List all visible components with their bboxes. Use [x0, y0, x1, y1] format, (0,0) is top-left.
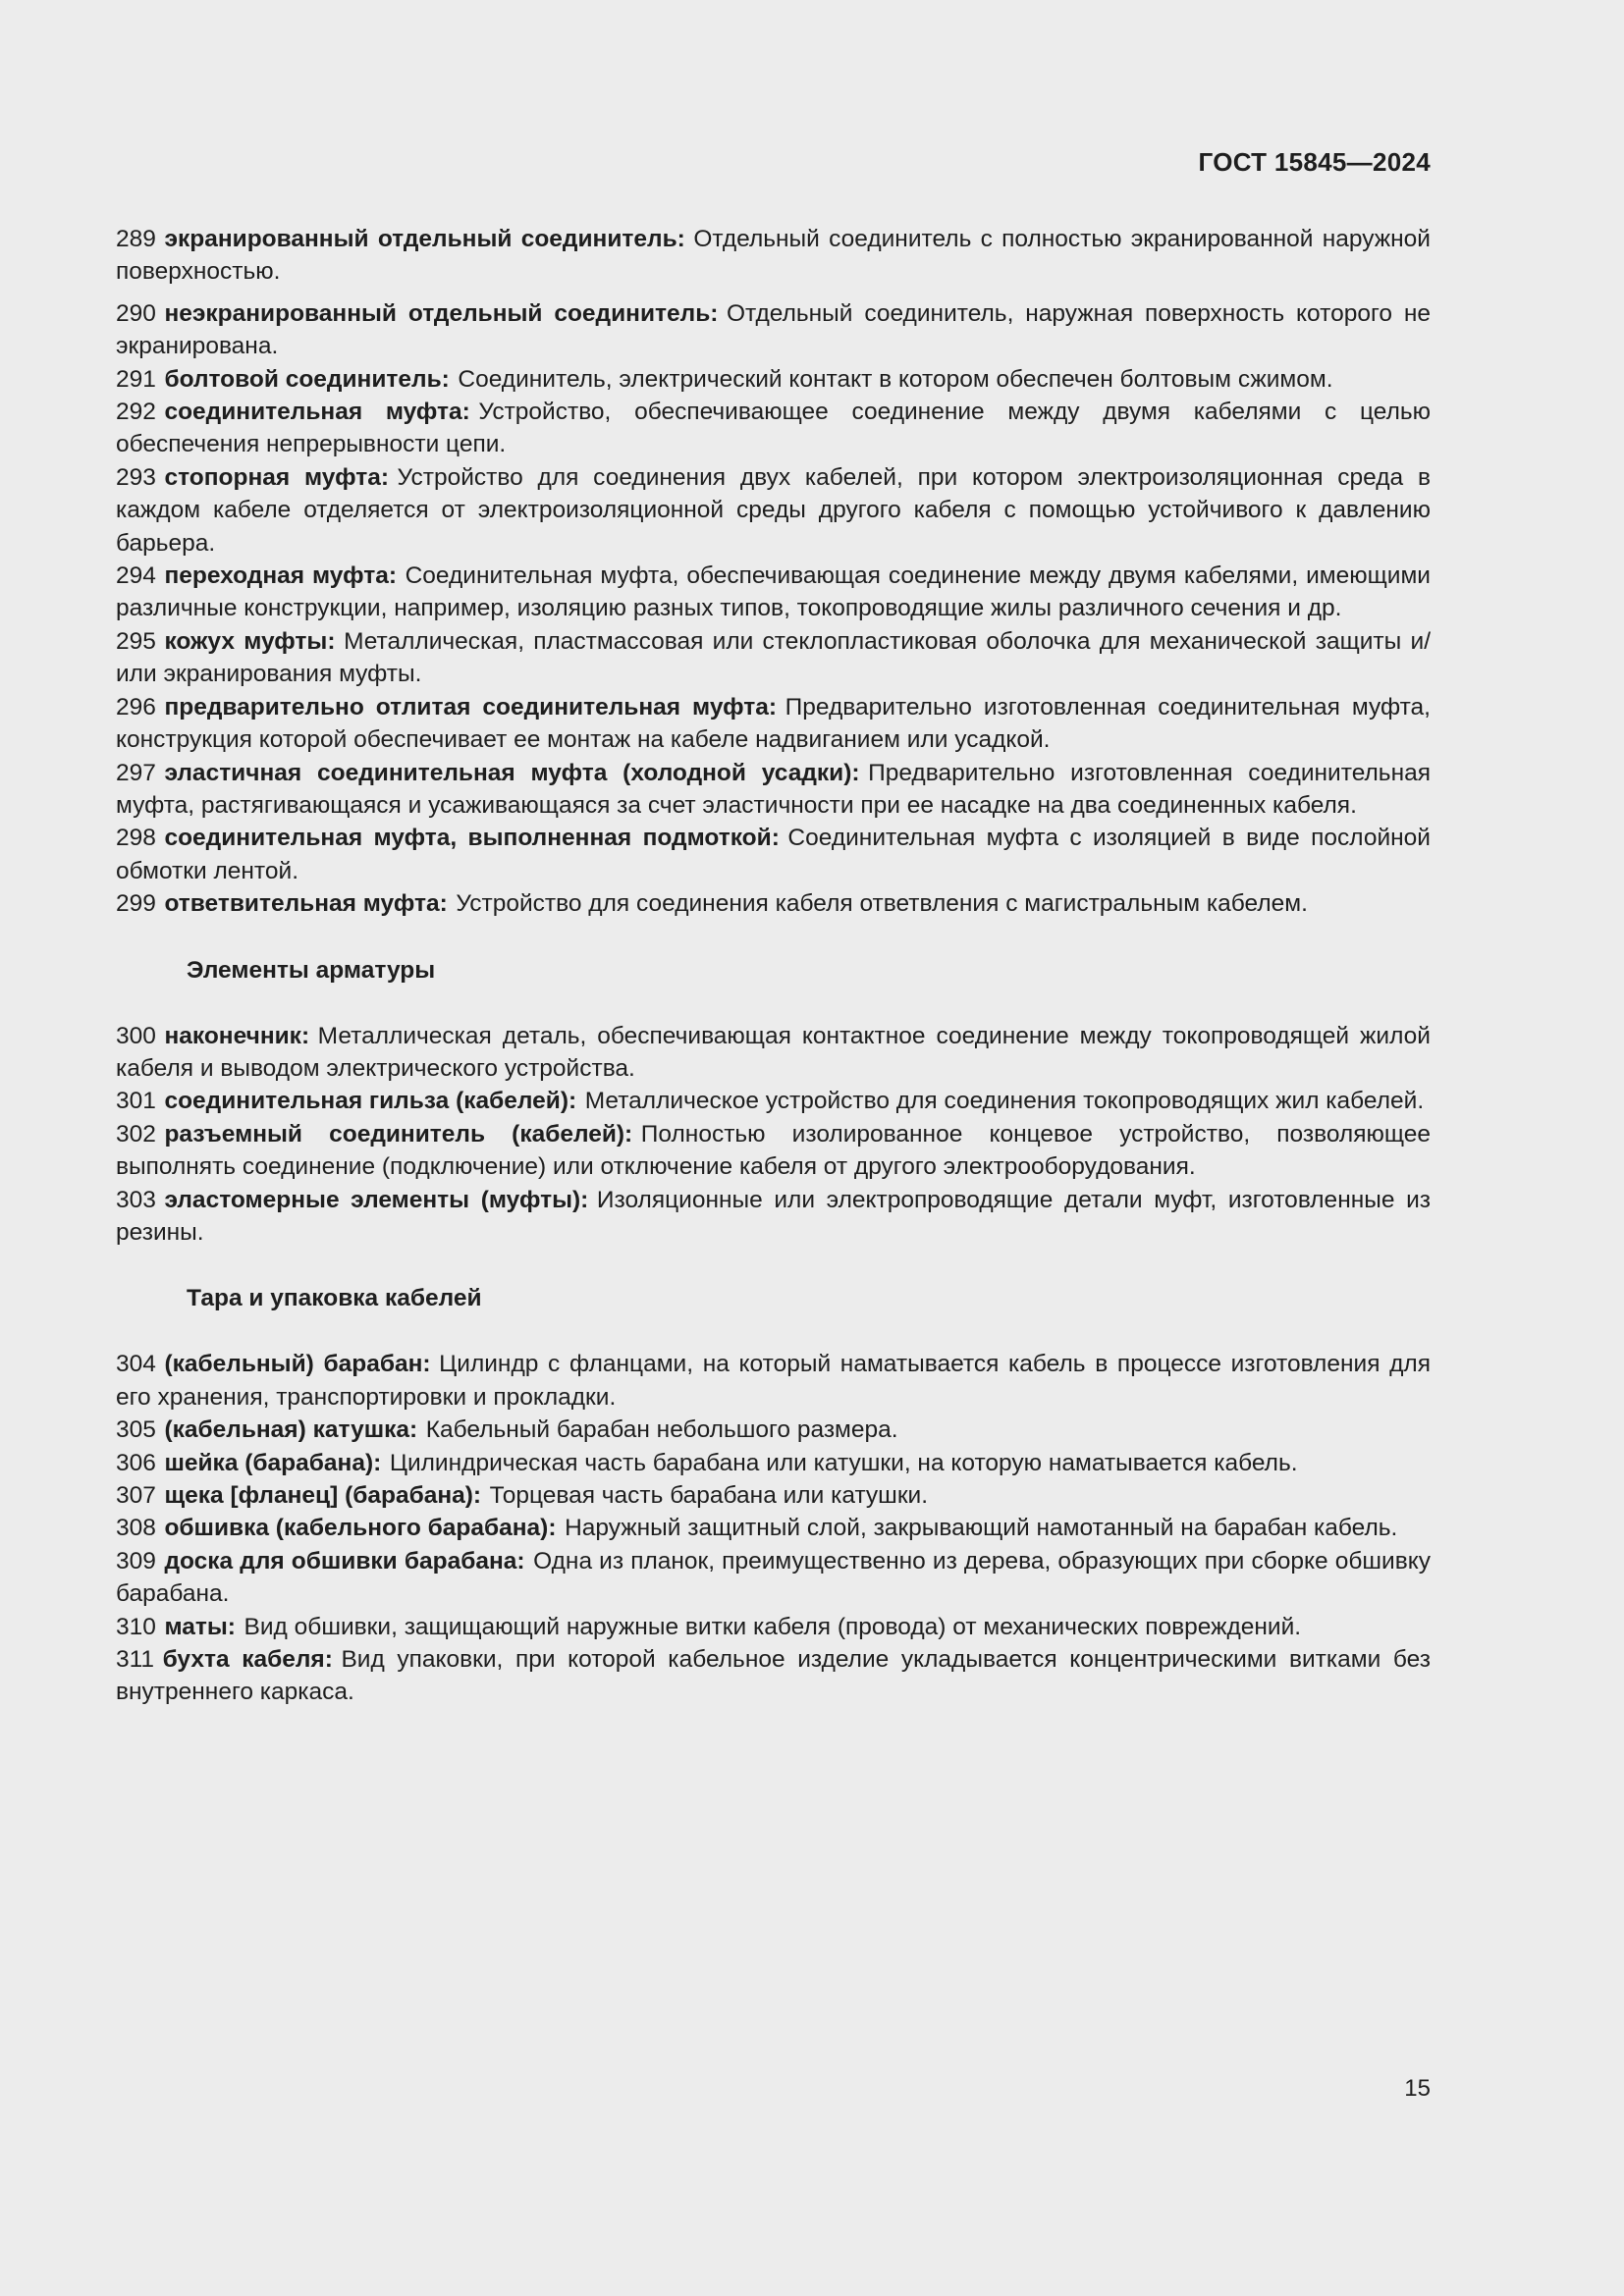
term-definition: Устройство, обеспечивающее соединение между двумя кабелями с целью обеспечения непрерывности цепи.: [116, 399, 1431, 458]
term-number: 302: [116, 1120, 156, 1148]
term-title: разъемный соединитель (кабелей):: [164, 1120, 633, 1148]
term-entry: [116, 1020, 1431, 1086]
term-definition: Соединитель, электрический контакт в котором обеспечен болтовым сжимом.: [458, 365, 1333, 393]
term-entry: [116, 1643, 1431, 1709]
term-list-packaging: [116, 1348, 1431, 1708]
term-definition: Цилиндрическая часть барабана или катушки, на которую наматывается кабель.: [389, 1449, 1298, 1476]
term-number: 307: [116, 1482, 156, 1509]
term-entry: [116, 396, 1431, 461]
term-entry: [116, 691, 1431, 757]
term-definition: Металлическая, пластмассовая или стеклопластиковая оболочка для механической защиты и/или экранирования муфты.: [116, 627, 1431, 688]
term-entry: [116, 1414, 1431, 1446]
term-entry: [116, 887, 1431, 920]
term-title: наконечник:: [164, 1022, 310, 1049]
term-entry: [116, 560, 1431, 625]
section-heading-packaging: Тара и упаковка кабелей: [187, 1285, 482, 1312]
term-definition: Торцевая часть барабана или катушки.: [489, 1482, 929, 1509]
term-title: экранированный отдельный соединитель:: [164, 226, 685, 252]
term-definition: Соединительная муфта, обеспечивающая соединение между двумя кабелями, имеющими различные конструкции, например, изоляцию разных типов, токопроводящие жилы различного сечения и др.: [116, 562, 1431, 622]
term-definition: Кабельный барабан небольшого размера.: [425, 1416, 898, 1444]
term-title: соединительная муфта:: [164, 399, 470, 426]
term-entry: [116, 1118, 1431, 1184]
term-entry: [116, 1447, 1431, 1479]
term-title: доска для обшивки барабана:: [164, 1547, 525, 1575]
term-definition: Устройство для соединения кабеля ответвления с магистральным кабелем.: [456, 890, 1308, 918]
term-definition: Металлическая деталь, обеспечивающая контактное соединение между токопроводящей жилой кабеля и выводом электрического устройства.: [116, 1022, 1431, 1082]
term-entry: [116, 1184, 1431, 1250]
term-definition: Соединительная муфта с изоляцией в виде послойной обмотки лентой.: [116, 825, 1431, 884]
term-title: неэкранированный отдельный соединитель:: [164, 299, 719, 327]
term-number: 294: [116, 562, 156, 590]
term-number: 296: [116, 693, 156, 721]
term-entry: [116, 223, 1431, 289]
term-title: кожух муфты:: [164, 627, 336, 655]
term-definition: Изоляционные или электропроводящие детали муфт, изготовленные из резины.: [116, 1186, 1432, 1246]
term-number: 304: [116, 1351, 156, 1378]
term-title: ответвительная муфта:: [164, 890, 448, 918]
term-number: 289: [116, 226, 156, 252]
term-number: 308: [116, 1515, 156, 1542]
term-entry: [116, 625, 1431, 691]
term-number: 306: [116, 1449, 156, 1476]
term-entry: [116, 1545, 1431, 1611]
term-title: болтовой соединитель:: [164, 365, 450, 393]
term-entry: [116, 1512, 1431, 1544]
term-definition: Отдельный соединитель, наружная поверхность которого не экранирована.: [116, 299, 1431, 360]
term-number: 311: [116, 1646, 155, 1674]
document-body: [116, 223, 1431, 1709]
term-number: 301: [116, 1088, 156, 1115]
term-entry: [116, 757, 1431, 823]
term-definition: Отдельный соединитель с полностью экранированной наружной поверхностью.: [116, 226, 1431, 286]
term-definition: Одна из планок, преимущественно из дерева, образующих при сборке обшивку барабана.: [116, 1547, 1431, 1608]
term-title: (кабельный) барабан:: [164, 1351, 431, 1378]
term-definition: Предварительно изготовленная соединительная муфта, растягивающаяся и усаживающаяся за счет эластичности при ее насадке на два соединенных кабеля.: [116, 759, 1431, 819]
term-definition: Предварительно изготовленная соединительная муфта, конструкция которой обеспечивает ее монтаж на кабеле надвиганием или усадкой.: [116, 693, 1431, 754]
term-number: 309: [116, 1547, 156, 1575]
term-list-fittings: [116, 1020, 1431, 1250]
term-number: 290: [116, 299, 156, 327]
term-title: бухта кабеля:: [162, 1646, 333, 1674]
term-entry: [116, 1348, 1431, 1414]
term-definition: Металлическое устройство для соединения токопроводящих жил кабелей.: [584, 1088, 1425, 1115]
term-title: щека [фланец] (барабана):: [164, 1482, 482, 1509]
term-number: 300: [116, 1022, 156, 1049]
term-entry: [116, 461, 1431, 560]
term-list-connectors: [116, 223, 1431, 921]
term-definition: Цилиндр с фланцами, на который наматывается кабель в процессе изготовления для его хранения, транспортировки и прокладки.: [116, 1351, 1431, 1411]
term-definition: Устройство для соединения двух кабелей, при котором электроизоляционная среда в каждом кабеле отделяется от электроизоляционной среды другого кабеля с помощью устойчивого к давлению барьера.: [116, 463, 1431, 557]
term-title: обшивка (кабельного барабана):: [164, 1515, 557, 1542]
term-number: 297: [116, 759, 156, 786]
term-number: 295: [116, 627, 156, 655]
term-number: 291: [116, 365, 156, 393]
term-definition: Вид обшивки, защищающий наружные витки кабеля (провода) от механических повреждений.: [244, 1613, 1302, 1640]
term-number: 299: [116, 890, 156, 918]
term-title: эластичная соединительная муфта (холодной усадки):: [164, 759, 860, 786]
term-definition: Полностью изолированное концевое устройство, позволяющее выполнять соединение (подключение) или отключение кабеля от другого электрооборудования.: [116, 1120, 1431, 1181]
term-number: 292: [116, 399, 156, 426]
term-title: маты:: [164, 1613, 236, 1640]
term-title: соединительная муфта, выполненная подмоткой:: [164, 825, 780, 852]
term-title: стопорная муфта:: [164, 463, 389, 491]
page-number: 15: [1404, 2075, 1431, 2102]
term-number: 310: [116, 1613, 156, 1640]
term-title: соединительная гильза (кабелей):: [164, 1088, 577, 1115]
term-number: 303: [116, 1186, 156, 1213]
term-number: 298: [116, 825, 156, 852]
term-entry: [116, 1085, 1431, 1117]
term-entry: [116, 363, 1431, 396]
term-title: переходная муфта:: [164, 562, 397, 590]
term-title: предварительно отлитая соединительная муфта:: [164, 693, 778, 721]
term-title: (кабельная) катушка:: [164, 1416, 418, 1444]
term-definition: Наружный защитный слой, закрывающий намотанный на барабан кабель.: [565, 1515, 1398, 1542]
document-header: ГОСТ 15845—2024: [1198, 147, 1431, 177]
term-definition: Вид упаковки, при которой кабельное изделие укладывается концентрическими витками без внутреннего каркаса.: [116, 1646, 1431, 1706]
term-entry: [116, 297, 1431, 363]
term-number: 305: [116, 1416, 156, 1444]
term-entry: [116, 1479, 1431, 1512]
term-entry: [116, 1611, 1431, 1643]
term-number: 293: [116, 463, 156, 491]
term-title: шейка (барабана):: [164, 1449, 382, 1476]
section-heading-fittings: Элементы арматуры: [187, 956, 436, 984]
term-entry: [116, 822, 1431, 887]
term-title: эластомерные элементы (муфты):: [164, 1186, 589, 1213]
